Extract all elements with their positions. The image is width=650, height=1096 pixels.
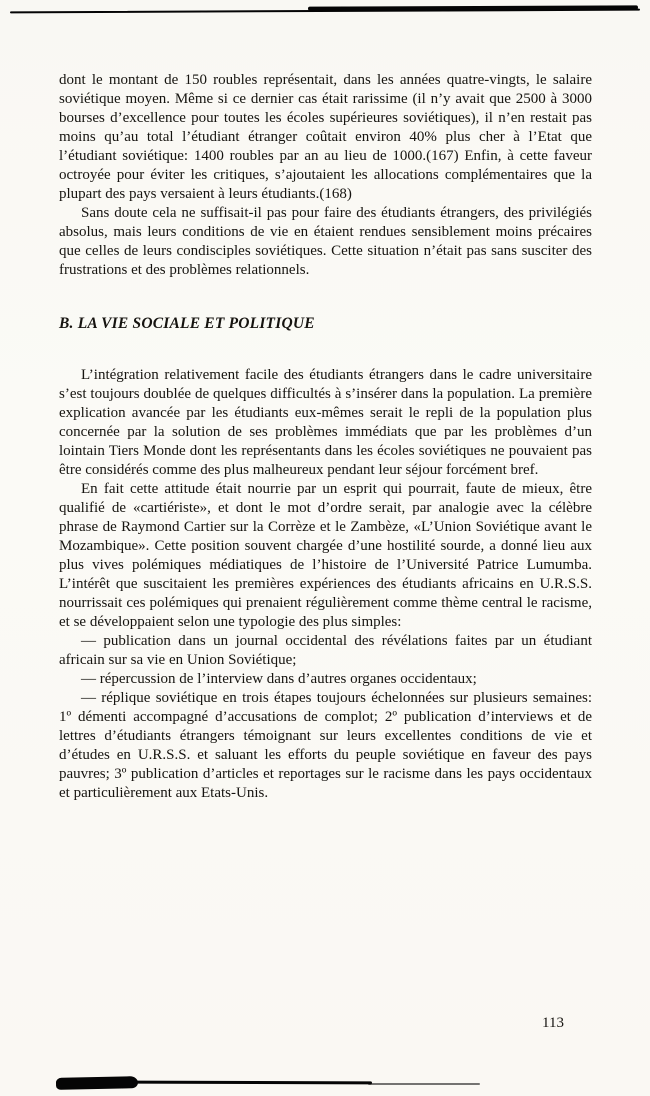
- section-heading: B. LA VIE SOCIALE ET POLITIQUE: [59, 315, 315, 332]
- paragraph-continuation: dont le montant de 150 roubles représentait, dans les années quatre-vingts, le salaire soviétique moyen. Même si ce dernier cas était rarissime (il n’y avait que 2500 à 3000 bourses d’excellence pour toutes les écoles supérieures soviétiques), il n’en restait pas moins qu’au total l’étudiant étranger coûtait environ 40% plus cher à l’Etat que l’étudiant soviétique: 1400 roubles par an au lieu de 1000.(167) Enfin, à cette faveur octroyée pour éviter les critiques, s’ajoutaient les allocations complémentaires que la plupart des pays versaient à leurs étudiants.(168): [59, 72, 592, 202]
- paragraph-2: Sans doute cela ne suffisait-il pas pour faire des étudiants étrangers, des privilégiés absolus, mais leurs conditions de vie en étaient rendues sensiblement moins précaires que celles de leurs condisciples soviétiques. Cette situation n’était pas sans susciter des frustrations et des problèmes relationnels.: [59, 205, 592, 278]
- scan-mark-bottom-line: [132, 1081, 372, 1085]
- text-block: [59, 71, 592, 803]
- list-item-dash-3: — réplique soviétique en trois étapes toujours échelonnées sur plusieurs semaines: 1º démenti accompagné d’accusations de complot; 2º publication d’interviews et de lettres d’étudiants étrangers témoignant sur leurs excellentes conditions de vie et d’études en U.R.S.S. et saluant les efforts du peuple soviétique en faveur des pays pauvres; 3º publication d’articles et reportages sur le racisme dans les pays occidentaux et particulièrement aux Etats-Unis.: [59, 690, 592, 801]
- scan-mark-bottom-line-faint: [368, 1083, 480, 1085]
- list-item-dash-2: — répercussion de l’interview dans d’autres organes occidentaux;: [81, 671, 477, 687]
- page-number: 113: [542, 1015, 564, 1031]
- scan-mark-bottom-blob: [56, 1076, 138, 1090]
- list-item-dash-1: — publication dans un journal occidental des révélations faites par un étudiant africain sur sa vie en Union Soviétique;: [59, 633, 592, 668]
- paragraph-3: L’intégration relativement facile des étudiants étrangers dans le cadre universitaire s’est toujours doublée de quelques difficultés à s’insérer dans la population. La première explication avancée par les étudiants eux-mêmes serait le repli de la population plus concernée par la solution de ses problèmes immédiats que par les problèmes d’un lointain Tiers Monde dont les représentants dans les écoles soviétiques ne pouvaient pas être considérés comme des plus malheureux pendant leur séjour forcément bref.: [59, 367, 592, 478]
- paragraph-4: En fait cette attitude était nourrie par un esprit qui pourrait, faute de mieux, être qualifié de «cartiériste», et dont le mot d’ordre serait, par analogie avec la célèbre phrase de Raymond Cartier sur la Corrèze et le Zambèze, «L’Union Soviétique avant le Mozambique». Cette position souvent chargée d’une hostilité sourde, a donné lieu aux plus vives polémiques médiatiques de l’histoire de l’Université Patrice Lumumba. L’intérêt que suscitaient les premières expériences des étudiants africains en U.R.S.S. nourrissait ces polémiques qui prenaient régulièrement comme thème central le racisme, et se développaient selon une typologie des plus simples:: [59, 481, 592, 630]
